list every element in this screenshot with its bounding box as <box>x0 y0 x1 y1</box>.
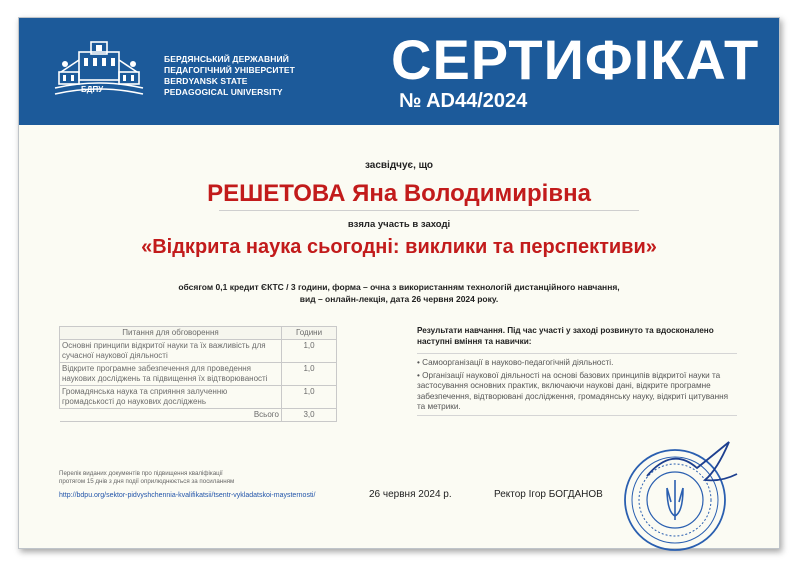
table-row <box>60 363 337 386</box>
round-seal-stamp-icon <box>617 436 747 551</box>
svg-text:БДПУ: БДПУ <box>81 85 104 94</box>
handwritten-signature-icon <box>647 442 737 480</box>
rector-signature-name: Ректор Ігор БОГДАНОВ <box>494 489 603 500</box>
header-banner <box>19 18 779 125</box>
hours-column-header: Години <box>282 327 337 340</box>
table-row <box>60 340 337 363</box>
hours-cell: 1,0 <box>282 340 337 363</box>
hours-cell: 1,0 <box>282 386 337 409</box>
topic-column-header: Питання для обговорення <box>60 327 282 340</box>
event-title: «Відкрита наука сьогодні: виклики та перспективи» <box>141 236 657 258</box>
results-divider <box>417 415 737 416</box>
results-item: • Організації наукової діяльності на основі базових принципів відкритої науки та застосування основних практик, включаючи наукові дані, відкрите програмне забезпечення, відтворювані дослідження, громадянську науку, відкриті цитування та метрики. <box>417 370 729 411</box>
event-volume-line1: обсягом 0,1 кредит ЄКТС / 3 години, форма – очна з використанням технологій дистанційного навчання, <box>178 282 620 292</box>
total-row <box>60 409 337 422</box>
results-item: • Самоорганізації в науково-педагогічній діяльності. <box>417 358 614 367</box>
event-volume-line2: вид – онлайн-лекція, дата 26 червня 2024 року. <box>299 294 499 304</box>
topics-table <box>59 326 337 422</box>
certificate-sheet <box>18 17 780 549</box>
recipient-name: РЕШЕТОВА Яна Володимирівна <box>207 180 591 207</box>
total-label: Всього <box>60 409 282 422</box>
university-name-ua-line2: ПЕДАГОГІЧНИЙ УНІВЕРСИТЕТ <box>164 65 295 75</box>
registry-note-line1: Перелік виданих документів про підвищення кваліфікації <box>59 470 223 477</box>
results-heading: Результати навчання. Під час участі у заході розвинуто та вдосконалено наступні вміння та навички: <box>417 326 714 346</box>
hours-cell: 1,0 <box>282 363 337 386</box>
registry-note <box>59 470 234 486</box>
name-underline <box>219 210 639 211</box>
total-hours: 3,0 <box>282 409 337 422</box>
certificate-title: СЕРТИФІКАТ <box>391 28 760 91</box>
university-name-en-line1: BERDYANSK STATE <box>164 76 248 86</box>
event-volume <box>19 281 779 305</box>
university-name-ua-line1: БЕРДЯНСЬКИЙ ДЕРЖАВНИЙ <box>164 54 289 64</box>
university-name-en-line2: PEDAGOGICAL UNIVERSITY <box>164 87 283 97</box>
topics-header-row <box>60 327 337 340</box>
certifies-text: засвідчує, що <box>364 160 434 171</box>
issue-date: 26 червня 2024 р. <box>369 489 452 500</box>
learning-results <box>417 326 737 420</box>
registry-link[interactable]: http://bdpu.org/sektor-pidvyshchennia-kvalifikatsii/tsentr-vykladatskoi-maysternosti/ <box>59 492 316 499</box>
topic-cell: Основні принципи відкритої науки та їх важливість для сучасної наукової діяльності <box>60 340 282 363</box>
university-name <box>164 54 295 98</box>
registry-note-line2: протягом 15 днів з дня події оприлюднюється за посиланням <box>59 478 235 485</box>
university-building-logo-icon <box>51 38 156 100</box>
topic-cell: Відкрите програмне забезпечення для проведення наукових досліджень та підвищення їх відтворюваності <box>60 363 282 386</box>
certificate-number: № AD44/2024 <box>399 90 528 112</box>
topic-cell: Громадянська наука та сприяння залученню громадськості до наукових досліджень <box>60 386 282 409</box>
results-divider <box>417 353 737 354</box>
took-part-text: взяла участь в заході <box>347 219 451 230</box>
table-row <box>60 386 337 409</box>
